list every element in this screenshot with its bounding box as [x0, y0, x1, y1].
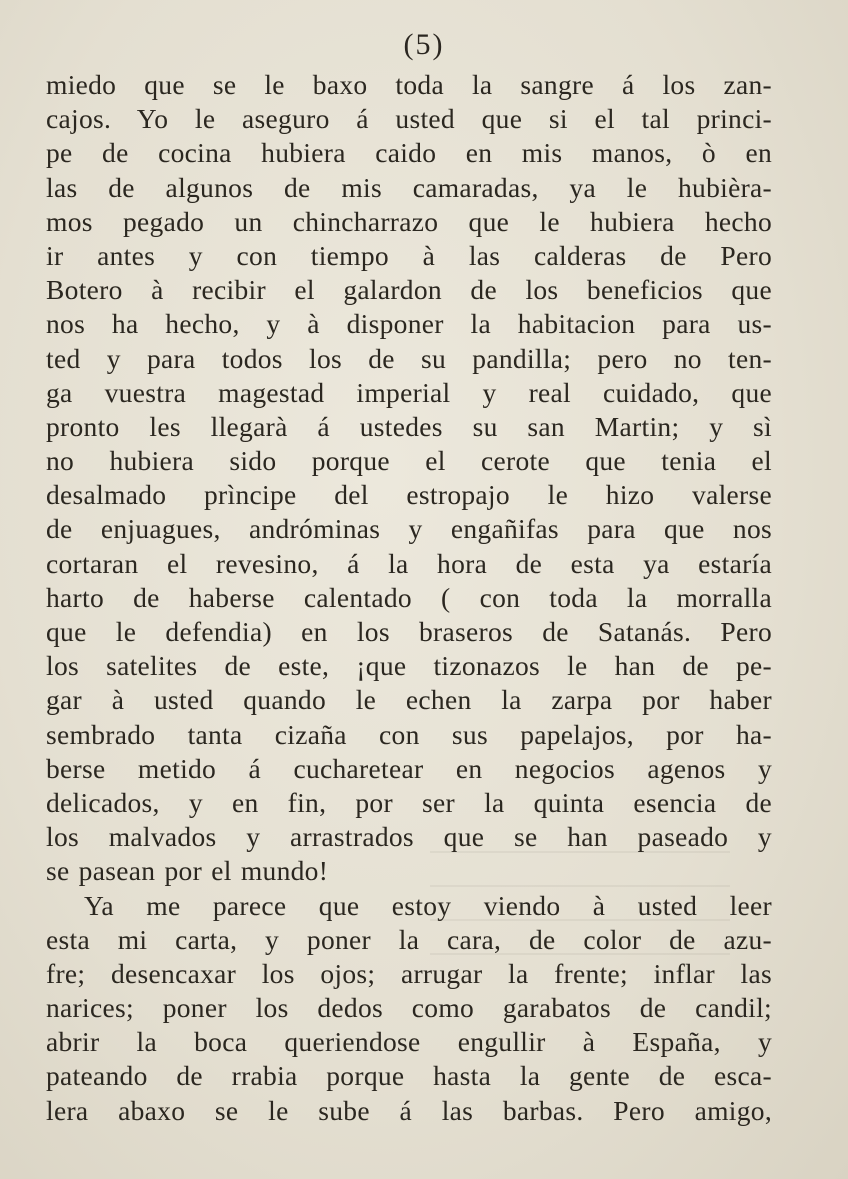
text-line: no hubiera sido porque el cerote que tenia el [46, 445, 772, 477]
text-line: mos pegado un chincharrazo que le hubiera hecho [46, 205, 772, 237]
text-line: ir antes y con tiempo à las calderas de Pero [46, 239, 772, 271]
body-text [46, 68, 772, 1128]
text-line: Botero à recibir el galardon de los beneficios que [46, 274, 772, 306]
text-line: esta mi carta, y poner la cara, de color de azu- [46, 923, 772, 955]
text-line: ga vuestra magestad imperial y real cuidado, que [46, 376, 772, 408]
text-line: abrir la boca queriendose engullir à España, y [46, 1026, 772, 1058]
text-line: pronto les llegarà á ustedes su san Martin; y sì [46, 410, 772, 442]
text-line: los malvados y arrastrados que se han paseado y [46, 821, 772, 853]
text-line: lera abaxo se le sube á las barbas. Pero amigo, [46, 1094, 772, 1126]
text-line: pateando de rrabia porque hasta la gente de esca- [46, 1060, 772, 1092]
text-line: ted y para todos los de su pandilla; pero no ten- [46, 342, 772, 374]
text-line: delicados, y en fin, por ser la quinta esencia de [46, 786, 772, 818]
text-line-paragraph-start: Ya me parece que estoy viendo à usted leer [84, 889, 772, 921]
text-line: las de algunos de mis camaradas, ya le hubièra- [46, 171, 772, 203]
text-line: cortaran el revesino, á la hora de esta ya estaría [46, 547, 772, 579]
text-line: cajos. Yo le aseguro á usted que si el tal princi- [46, 103, 772, 135]
text-line: fre; desencaxar los ojos; arrugar la frente; inflar las [46, 957, 772, 989]
text-line: berse metido á cucharetear en negocios agenos y [46, 752, 772, 784]
text-line: desalmado prìncipe del estropajo le hizo valerse [46, 479, 772, 511]
text-line: los satelites de este, ¡que tizonazos le han de pe- [46, 650, 772, 682]
text-line: que le defendia) en los braseros de Satanás. Pero [46, 616, 772, 647]
text-line-paragraph-end: se pasean por el mundo! [46, 855, 329, 887]
text-line: de enjuagues, andróminas y engañifas para que nos [46, 513, 772, 545]
text-line: narices; poner los dedos como garabatos de candil; [46, 992, 772, 1024]
text-line: pe de cocina hubiera caido en mis manos, ò en [46, 137, 772, 169]
text-line: sembrado tanta cizaña con sus papelajos, por ha- [46, 718, 772, 750]
text-line: nos ha hecho, y à disponer la habitacion para us- [46, 308, 772, 340]
text-line: miedo que se le baxo toda la sangre á los zan- [46, 69, 772, 100]
text-line: harto de haberse calentado ( con toda la morralla [46, 581, 772, 613]
page-number: (5) [403, 28, 445, 61]
text-line: gar à usted quando le echen la zarpa por haber [46, 684, 772, 716]
